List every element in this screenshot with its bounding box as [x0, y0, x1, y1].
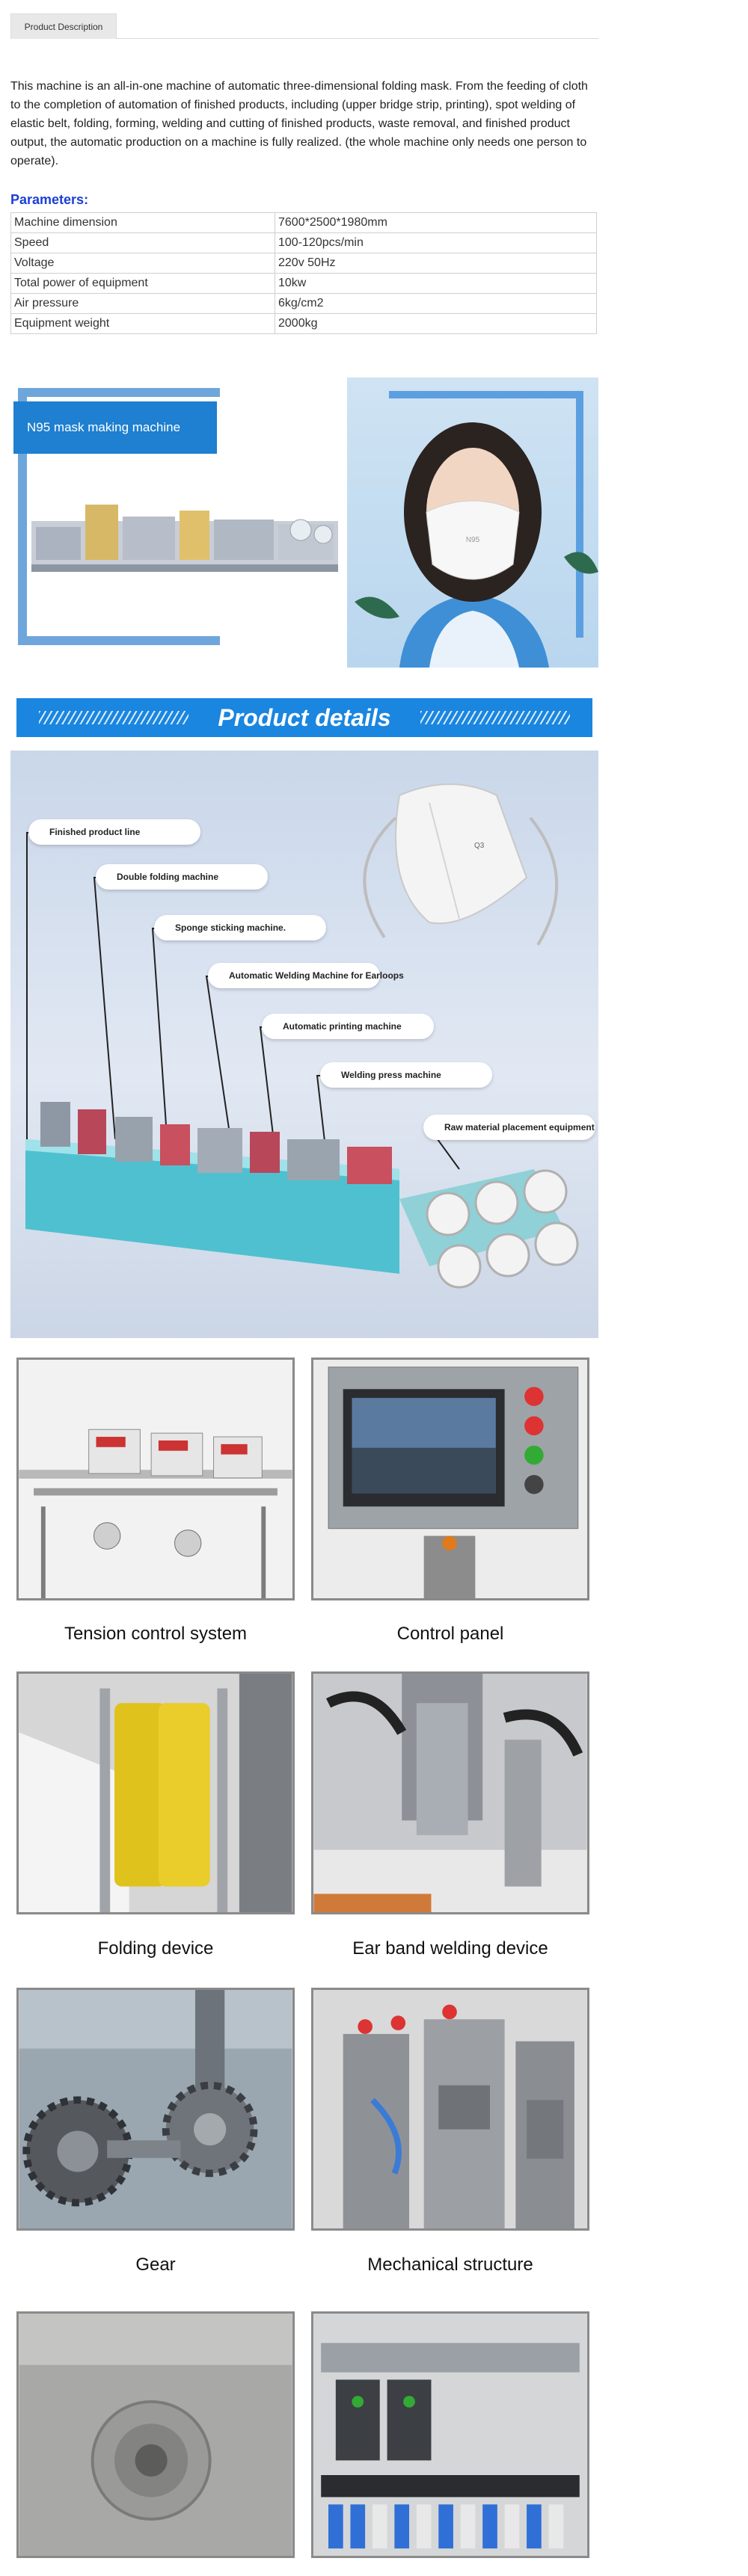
callout-sponge-sticking-machine: Sponge sticking machine.: [154, 915, 326, 940]
parameters-title: Parameters:: [10, 192, 89, 207]
param-value: 220v 50Hz: [275, 253, 597, 274]
control-panel-illustration: [313, 1360, 587, 1598]
metal-part-illustration: [19, 2314, 292, 2556]
callout-raw-material-placement: Raw material placement equipment: [423, 1115, 595, 1140]
param-label: Total power of equipment: [11, 274, 275, 294]
gallery-caption: Folding device: [97, 1938, 214, 1959]
metal-part-photo: [16, 2311, 295, 2558]
callout-welding-press-machine: Welding press machine: [320, 1062, 492, 1088]
mechanical-structure-photo: [311, 1988, 589, 2231]
folding-device-photo: [16, 1671, 295, 1914]
param-value: 7600*2500*1980mm: [275, 213, 597, 233]
electrical-cabinet-illustration: [313, 2314, 587, 2556]
gallery-caption: Control panel: [396, 1624, 504, 1644]
gallery-caption: Ear band welding device: [352, 1938, 548, 1959]
mask-print: Q3: [474, 842, 485, 850]
gallery-caption: Gear: [135, 2255, 176, 2275]
param-label: Equipment weight: [11, 314, 275, 334]
ear-band-welding-illustration: [313, 1674, 587, 1912]
parameters-table: [10, 212, 597, 334]
banner-label: N95 mask making machine: [13, 401, 217, 454]
callout-finished-product-line: Finished product line: [28, 819, 200, 845]
tab-product-description[interactable]: Product Description: [10, 13, 117, 39]
ear-band-welding-device-photo: [311, 1671, 589, 1914]
table-row: [11, 294, 597, 314]
param-value: 100-120pcs/min: [275, 233, 597, 253]
param-label: Speed: [11, 233, 275, 253]
decorative-stripes-left: [39, 711, 188, 724]
gallery-caption: Mechanical structure: [367, 2255, 533, 2275]
param-value: 2000kg: [275, 314, 597, 334]
mask-print: N95: [465, 536, 480, 544]
callout-earloop-welding-machine: Automatic Welding Machine for Earloops: [208, 963, 380, 988]
tension-control-system-photo: [16, 1358, 295, 1600]
param-value: 10kw: [275, 274, 597, 294]
banner-frame-bottom: [18, 636, 220, 645]
model-wearing-mask-photo: [347, 378, 598, 668]
tension-control-illustration: [19, 1360, 292, 1598]
gallery-caption: Tension control system: [64, 1624, 248, 1644]
product-line-diagram: [10, 751, 598, 1338]
param-label: Machine dimension: [11, 213, 275, 233]
table-row: [11, 314, 597, 334]
product-details-title: Product details: [218, 704, 391, 731]
mechanical-structure-illustration: [313, 1990, 587, 2228]
param-label: Air pressure: [11, 294, 275, 314]
param-label: Voltage: [11, 253, 275, 274]
callout-automatic-printing-machine: Automatic printing machine: [262, 1014, 434, 1039]
product-description-text: This machine is an all-in-one machine of automatic three-dimensional folding mask. From the feeding of cloth to the completion of automation of finished products, including (upper bridge strip, printing), spot welding of elastic belt, folding, forming, welding and cutting of finished products, waste removal, and finished product output, the automatic production on a machine is fully realized. (the whole machine only needs one person to operate).: [10, 80, 588, 167]
tab-bar: [10, 13, 598, 39]
callout-double-folding-machine: Double folding machine: [96, 864, 268, 890]
param-value: 6kg/cm2: [275, 294, 597, 314]
table-row: [11, 233, 597, 253]
gear-photo: [16, 1988, 295, 2231]
table-row: [11, 274, 597, 294]
machine-illustration: [31, 475, 338, 587]
product-details-header: [16, 698, 592, 737]
electrical-cabinet-photo: [311, 2311, 589, 2558]
control-panel-photo: [311, 1358, 589, 1600]
gear-illustration: [19, 1990, 292, 2228]
table-row: [11, 213, 597, 233]
n95-machine-banner: [10, 378, 598, 668]
model-illustration: [347, 378, 598, 668]
folding-device-illustration: [19, 1674, 292, 1912]
decorative-stripes-right: [420, 711, 570, 724]
table-row: [11, 253, 597, 274]
